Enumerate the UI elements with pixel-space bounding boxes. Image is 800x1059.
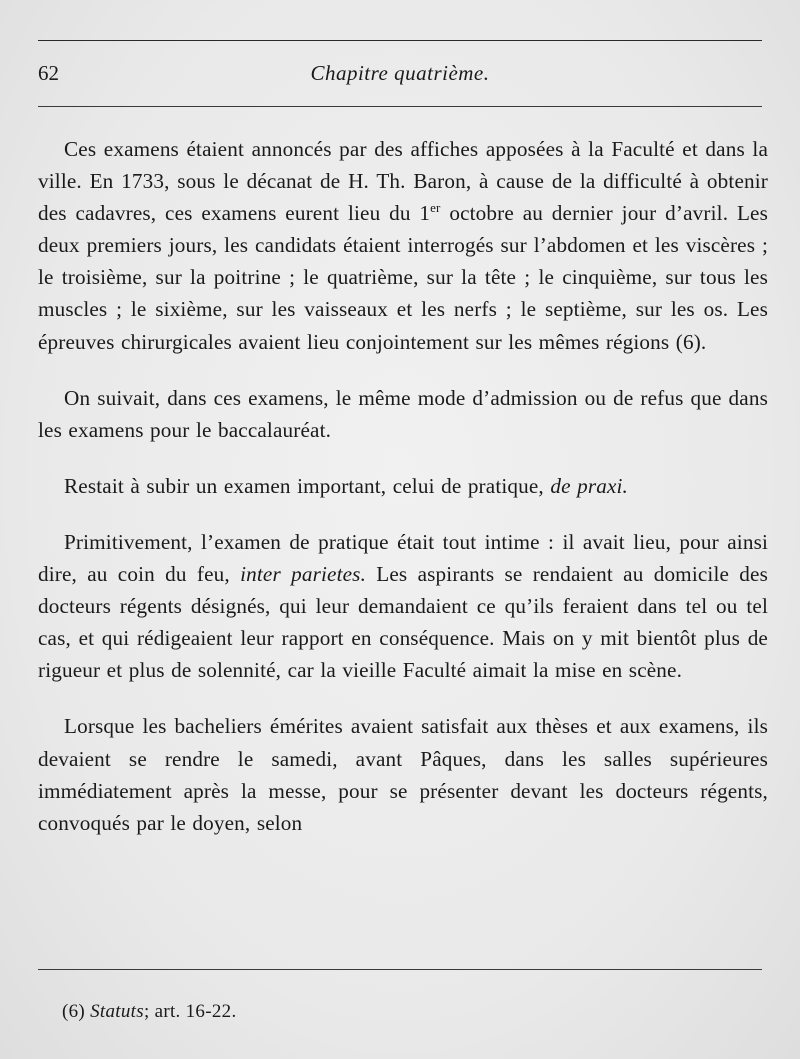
footnote [62,998,237,1026]
superscript-text: er [430,200,441,216]
header-top-rule [38,40,762,41]
footnote-marker: (6) [62,1001,86,1022]
footnote-source: Statuts [90,1001,144,1022]
paragraph-text: On suivait, dans ces examens, le même mode d’admission ou de refus que dans les examens pour le baccalauréat. [38,385,768,442]
paragraph [38,382,768,446]
paragraph [38,133,768,358]
paragraph [38,710,768,838]
paragraph-text: Les aspirants se rendaient au domicile des docteurs régents désignés, qui leur demandaient ce qu’ils feraient dans tel ou tel cas, et qui rédigeaient leur rapport en conséquence. Mais on y mit bientôt plus de rigueur et plus de solennité, car la vieille Faculté aimait la mise en scène. [38,562,768,683]
header-bottom-rule [38,106,762,107]
footnote-rule [38,969,762,970]
paragraph-text: octobre au dernier jour d’avril. Les deux premiers jours, les candidats étaient interrogés sur l’abdomen et les viscères ; le troisième, sur la poitrine ; le quatrième, sur la tête ; le cinquième, sur tous les muscles ; le sixième, sur les vaisseaux et les nerfs ; le septième, sur les os. Les épreuves chirurgicales avaient lieu conjointement sur les mêmes régions (6). [38,201,768,354]
page-number: 62 [38,61,59,85]
paragraph [38,526,768,686]
italic-text: de praxi. [550,473,629,498]
italic-text: inter parietes. [240,562,367,587]
paragraph-text: Primitivement, l’examen de pratique était tout intime : il avait lieu, pour ainsi dire, au coin du feu, [38,529,768,587]
page-header [38,58,762,88]
paragraph [38,470,768,502]
running-title: Chapitre quatrième. [310,61,490,85]
body-text [38,133,768,839]
paragraph-text: Lorsque les bacheliers émérites avaient satisfait aux thèses et aux examens, ils devaient se rendre le samedi, avant Pâques, dans les salles supérieures immédiatement après la messe, pour se présenter devant les docteurs régents, convoqués par le doyen, selon [38,714,768,835]
footnote-reference: ; art. 16-22. [143,1001,237,1022]
paragraph-text: Restait à subir un examen important, celui de pratique, [64,473,551,498]
paragraph-text: Ces examens étaient annoncés par des affiches apposées à la Faculté et dans la ville. En 1733, sous le décanat de H. Th. Baron, à cause de la difficulté à obtenir des cadavres, ces examens eurent lieu du 1 [38,137,768,226]
